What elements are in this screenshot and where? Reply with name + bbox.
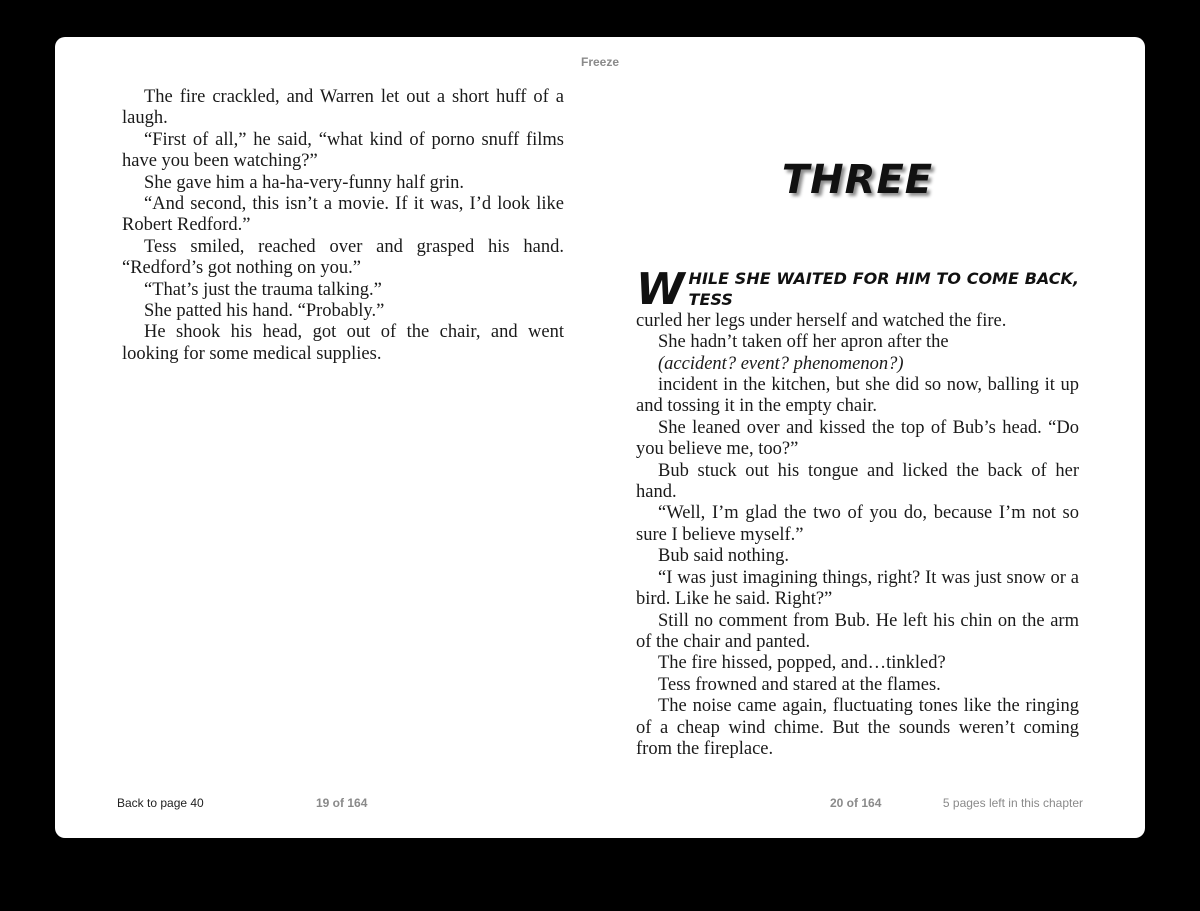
- paragraph: She hadn’t taken off her apron after the: [658, 332, 949, 353]
- paragraph: Still no comment from Bub. He left his chin on the arm of the chair and panted.: [636, 610, 1079, 652]
- left-page-number: 19 of 164: [316, 796, 368, 810]
- paragraph: The fire hissed, popped, and…tinkled?: [658, 653, 946, 674]
- paragraph: She patted his hand. “Probably.”: [144, 301, 385, 322]
- chapter-title: THREE: [781, 157, 934, 203]
- paragraph: The fire crackled, and Warren let out a short huff of a laugh.: [122, 87, 564, 129]
- opening-small-caps: HILE SHE WAITED FOR HIM TO COME BACK, TESS: [688, 269, 1079, 310]
- opening-text: curled her legs under herself and watched the fire.: [636, 310, 1007, 331]
- back-to-page-link[interactable]: Back to page 40: [117, 796, 204, 810]
- book-title: Freeze: [580, 55, 620, 69]
- paragraph: Tess smiled, reached over and grasped his hand. “Redford’s got nothing on you.”: [122, 236, 564, 279]
- paragraph: “Well, I’m glad the two of you do, because I’m not so sure I believe myself.”: [636, 503, 1079, 545]
- paragraph: Tess frowned and stared at the flames.: [658, 674, 941, 695]
- paragraph: “I was just imagining things, right? It was just snow or a bird. Like he said. Right?”: [636, 567, 1079, 610]
- paragraph: “First of all,” he said, “what kind of porno snuff films have you been watching?”: [122, 129, 564, 172]
- paragraph: She leaned over and kissed the top of Bub’s head. “Do you believe me, too?”: [636, 417, 1079, 460]
- paragraph: incident in the kitchen, but she did so now, balling it up and tossing it in the empty chair.: [636, 375, 1079, 417]
- paragraph: The noise came again, fluctuating tones like the ringing of a cheap wind chime. But the sounds weren’t coming from the fireplace.: [636, 696, 1079, 759]
- chapter-pages-remaining: 5 pages left in this chapter: [942, 796, 1083, 810]
- paragraph: He shook his head, got out of the chair, and went looking for some medical supplies.: [122, 322, 564, 364]
- paragraph-italic: (accident? event? phenomenon?): [658, 353, 904, 374]
- reader-window: [55, 37, 1145, 838]
- paragraph: “That’s just the trauma talking.”: [144, 279, 382, 300]
- paragraph: She gave him a ha-ha-very-funny half grin.: [144, 172, 465, 193]
- paragraph: “And second, this isn’t a movie. If it was, I’d look like Robert Redford.”: [122, 194, 564, 236]
- paragraph: Bub stuck out his tongue and licked the back of her hand.: [636, 460, 1079, 503]
- chapter-opening: [636, 264, 1079, 332]
- drop-cap: W: [636, 264, 685, 315]
- right-page-number: 20 of 164: [830, 796, 882, 810]
- left-page: [122, 87, 564, 365]
- right-page: [636, 264, 1079, 760]
- paragraph: Bub said nothing.: [658, 546, 790, 567]
